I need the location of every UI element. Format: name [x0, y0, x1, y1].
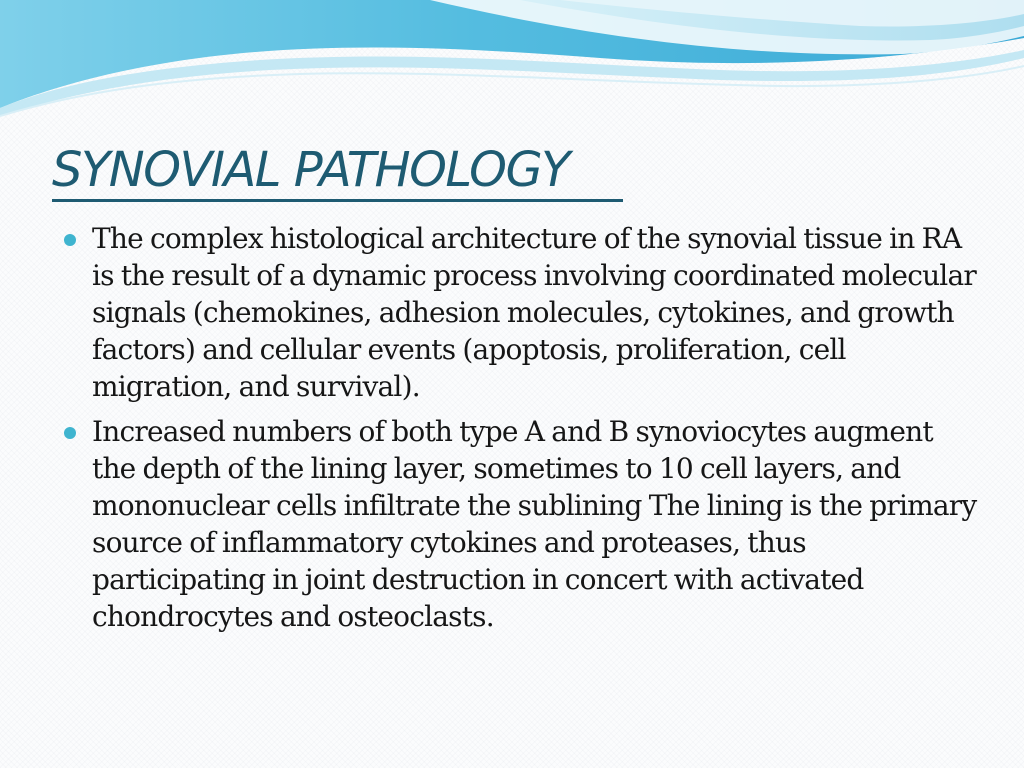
- header-wave-decoration: [0, 0, 1024, 130]
- title-underline: [52, 199, 623, 202]
- bullet-item: [0, 220, 1024, 405]
- bullet-dot-icon: [64, 234, 76, 246]
- bullet-dot-icon: [64, 427, 76, 439]
- bullet-item: [0, 413, 1024, 635]
- bullet-text: Increased numbers of both type A and B synoviocytes augment the depth of the lining layer, sometimes to 10 cell layers, and mononuclear cells infiltrate the sublining The lining is the primary source of inflammatory cytokines and proteases, thus participating in joint destruction in concert with activated chondrocytes and osteoclasts.: [92, 415, 977, 633]
- bullet-text: The complex histological architecture of the synovial tissue in RA is the result of a dynamic process involving coordinated molecular signals (chemokines, adhesion molecules, cytokines, and growth factors) and cellular events (apoptosis, proliferation, cell migration, and survival).: [92, 222, 976, 403]
- bullet-list: [0, 220, 1024, 643]
- slide-title: SYNOVIAL PATHOLOGY: [52, 142, 569, 198]
